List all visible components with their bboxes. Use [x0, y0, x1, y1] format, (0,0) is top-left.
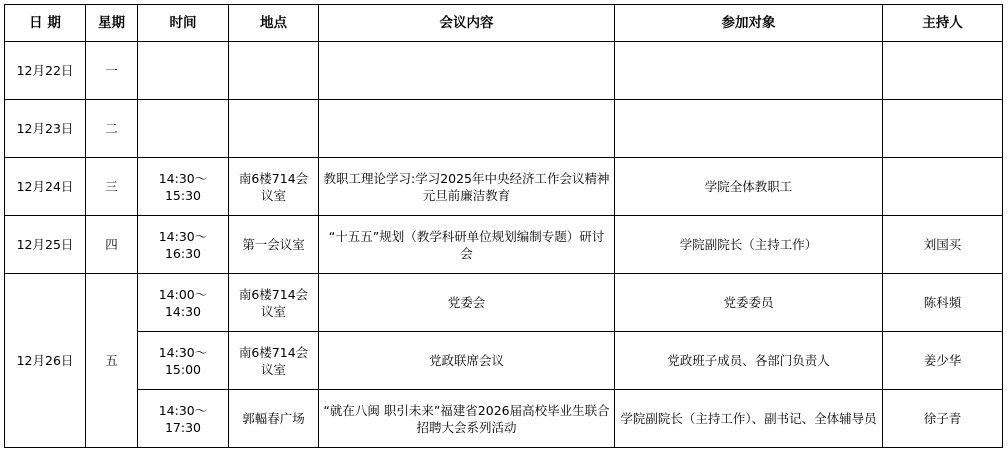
content-cell: [319, 100, 615, 158]
date-cell: 12月22日: [5, 42, 86, 100]
time-cell: [138, 100, 229, 158]
meeting-schedule-table: [4, 4, 1003, 448]
table-row: [5, 100, 1003, 158]
header-attendees: 参加对象: [615, 5, 883, 42]
weekday-cell: 一: [86, 42, 138, 100]
time-cell: 14:00～14:30: [138, 274, 229, 332]
host-cell: [883, 42, 1003, 100]
place-cell: 第一会议室: [229, 216, 319, 274]
place-cell: 南6楼714会议室: [229, 332, 319, 390]
time-cell: [138, 42, 229, 100]
weekday-cell: 二: [86, 100, 138, 158]
header-date: 日 期: [5, 5, 86, 42]
date-cell: 12月26日: [5, 274, 86, 448]
content-cell: 党政联席会议: [319, 332, 615, 390]
header-content: 会议内容: [319, 5, 615, 42]
header-row: [5, 5, 1003, 42]
table-row: [5, 158, 1003, 216]
table-row: [5, 390, 1003, 448]
table-row: [5, 216, 1003, 274]
content-cell: 教职工理论学习:学习2025年中央经济工作会议精神元旦前廉洁教育: [319, 158, 615, 216]
time-cell: 14:30～15:30: [138, 158, 229, 216]
content-cell: 党委会: [319, 274, 615, 332]
attendees-cell: 学院副院长（主持工作）: [615, 216, 883, 274]
date-cell: 12月23日: [5, 100, 86, 158]
time-cell: 14:30～16:30: [138, 216, 229, 274]
place-cell: [229, 100, 319, 158]
place-cell: 南6楼714会议室: [229, 158, 319, 216]
attendees-cell: 党委委员: [615, 274, 883, 332]
weekday-cell: 三: [86, 158, 138, 216]
header-host: 主持人: [883, 5, 1003, 42]
host-cell: 刘国买: [883, 216, 1003, 274]
host-cell: 陈科頻: [883, 274, 1003, 332]
host-cell: [883, 158, 1003, 216]
weekday-cell: 四: [86, 216, 138, 274]
host-cell: [883, 100, 1003, 158]
table-row: [5, 42, 1003, 100]
content-cell: [319, 42, 615, 100]
place-cell: 南6楼714会议室: [229, 274, 319, 332]
table-row: [5, 332, 1003, 390]
content-cell: “就在八闽 职引未来”福建省2026届高校毕业生联合招聘大会系列活动: [319, 390, 615, 448]
attendees-cell: 学院副院长（主持工作）、副书记、全体辅导员: [615, 390, 883, 448]
time-cell: 14:30～15:00: [138, 332, 229, 390]
attendees-cell: [615, 42, 883, 100]
attendees-cell: 党政班子成员、各部门负责人: [615, 332, 883, 390]
date-cell: 12月25日: [5, 216, 86, 274]
header-weekday: 星期: [86, 5, 138, 42]
time-cell: 14:30～17:30: [138, 390, 229, 448]
table-row: [5, 274, 1003, 332]
place-cell: 郭輻春广场: [229, 390, 319, 448]
date-cell: 12月24日: [5, 158, 86, 216]
attendees-cell: 学院全体教职工: [615, 158, 883, 216]
header-time: 时间: [138, 5, 229, 42]
place-cell: [229, 42, 319, 100]
host-cell: 姜少华: [883, 332, 1003, 390]
attendees-cell: [615, 100, 883, 158]
header-place: 地点: [229, 5, 319, 42]
host-cell: 徐子青: [883, 390, 1003, 448]
content-cell: “十五五”规划（教学科研单位规划编制专题）研讨会: [319, 216, 615, 274]
weekday-cell: 五: [86, 274, 138, 448]
